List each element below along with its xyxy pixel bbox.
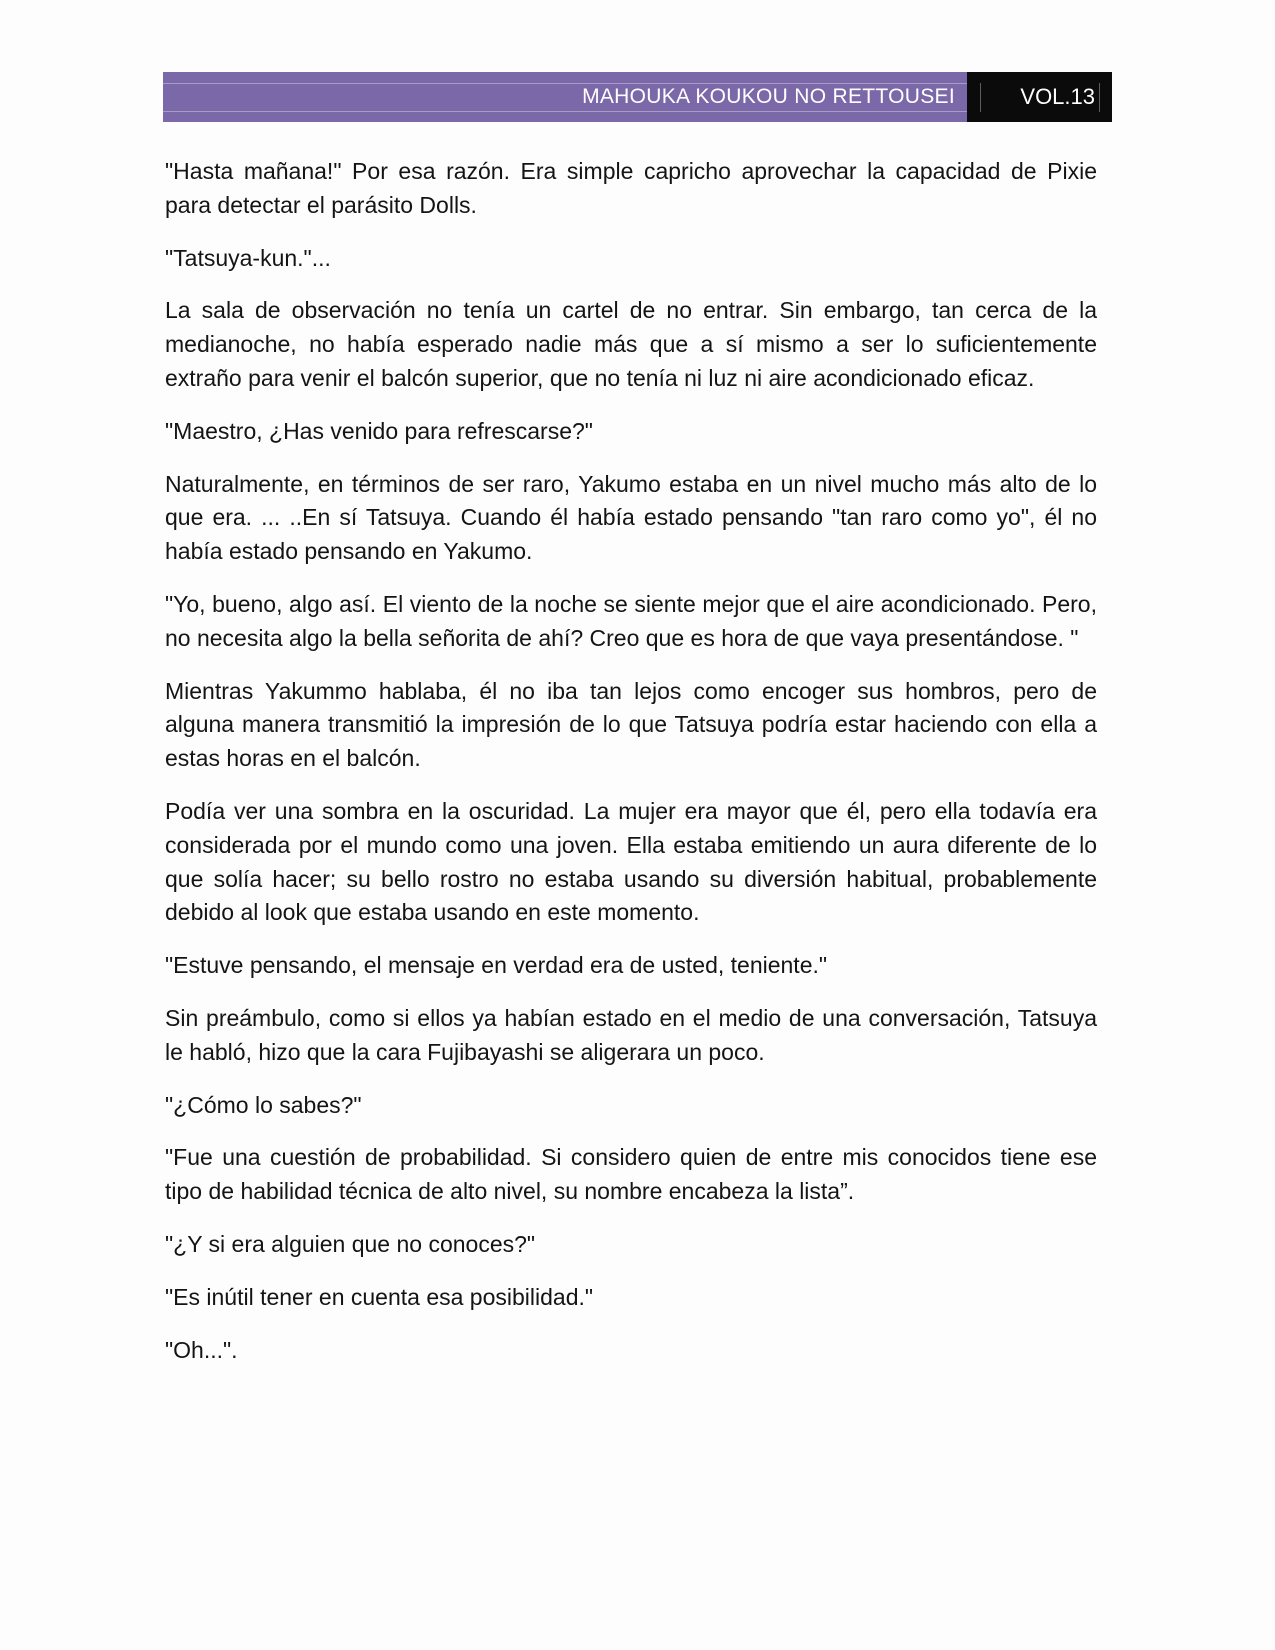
page-content bbox=[165, 155, 1097, 1386]
paragraph-8: Podía ver una sombra en la oscuridad. La mujer era mayor que él, pero ella todavía era considerada por el mundo como una joven. Ella estaba emitiendo un aura diferente de lo que solía hacer; su bello rostro no estaba usando su diversión habitual, probablemente debido al look que estaba usando en este momento. bbox=[165, 797, 1097, 926]
paragraph-15: "Oh...". bbox=[165, 1336, 238, 1363]
paragraph-4: "Maestro, ¿Has venido para refrescarse?" bbox=[165, 417, 593, 444]
volume-label: VOL.13 bbox=[1020, 84, 1095, 109]
paragraph-1: "Hasta mañana!" Por esa razón. Era simple capricho aprovechar la capacidad de Pixie para detectar el parásito Dolls. bbox=[165, 158, 1097, 218]
volume-badge bbox=[967, 72, 1112, 122]
paragraph-2: "Tatsuya-kun."... bbox=[165, 244, 331, 271]
volume-badge-rule-left bbox=[980, 83, 981, 112]
header-title: MAHOUKA KOUKOU NO RETTOUSEI bbox=[582, 85, 955, 108]
header-bar bbox=[163, 72, 1112, 122]
paragraph-13: "¿Y si era alguien que no conoces?" bbox=[165, 1230, 536, 1257]
paragraph-3: La sala de observación no tenía un cartel de no entrar. Sin embargo, tan cerca de la medianoche, no había esperado nadie más que a sí mismo a ser lo suficientemente extraño para venir el balcón superior, que no tenía ni luz ni aire acondicionado eficaz. bbox=[165, 297, 1097, 391]
paragraph-10: Sin preámbulo, como si ellos ya habían estado en el medio de una conversación, Tatsuya le habló, hizo que la cara Fujibayashi se aligerara un poco. bbox=[165, 1004, 1097, 1065]
paragraph-12: "Fue una cuestión de probabilidad. Si considero quien de entre mis conocidos tiene ese tipo de habilidad técnica de alto nivel, su nombre encabeza la lista”. bbox=[165, 1144, 1097, 1205]
paragraph-6: "Yo, bueno, algo así. El viento de la noche se siente mejor que el aire acondicionado. Pero, no necesita algo la bella señorita de ahí? Creo que es hora de que vaya presentándose. " bbox=[165, 590, 1097, 651]
paragraph-7: Mientras Yakummo hablaba, él no iba tan lejos como encoger sus hombros, pero de alguna manera transmitió la impresión de lo que Tatsuya podría estar haciendo con ella a estas horas en el balcón. bbox=[165, 677, 1097, 772]
paragraph-11: "¿Cómo lo sabes?" bbox=[165, 1091, 362, 1118]
paragraph-9: "Estuve pensando, el mensaje en verdad era de usted, teniente." bbox=[165, 952, 828, 979]
paragraph-5: Naturalmente, en términos de ser raro, Yakumo estaba en un nivel mucho más alto de lo que era. ... ..En sí Tatsuya. Cuando él había estado pensando "tan raro como yo", él no había estado pensando en Yakumo. bbox=[165, 470, 1097, 565]
paragraph-14: "Es inútil tener en cuenta esa posibilidad." bbox=[165, 1283, 594, 1310]
volume-badge-rule-right bbox=[1099, 83, 1100, 112]
